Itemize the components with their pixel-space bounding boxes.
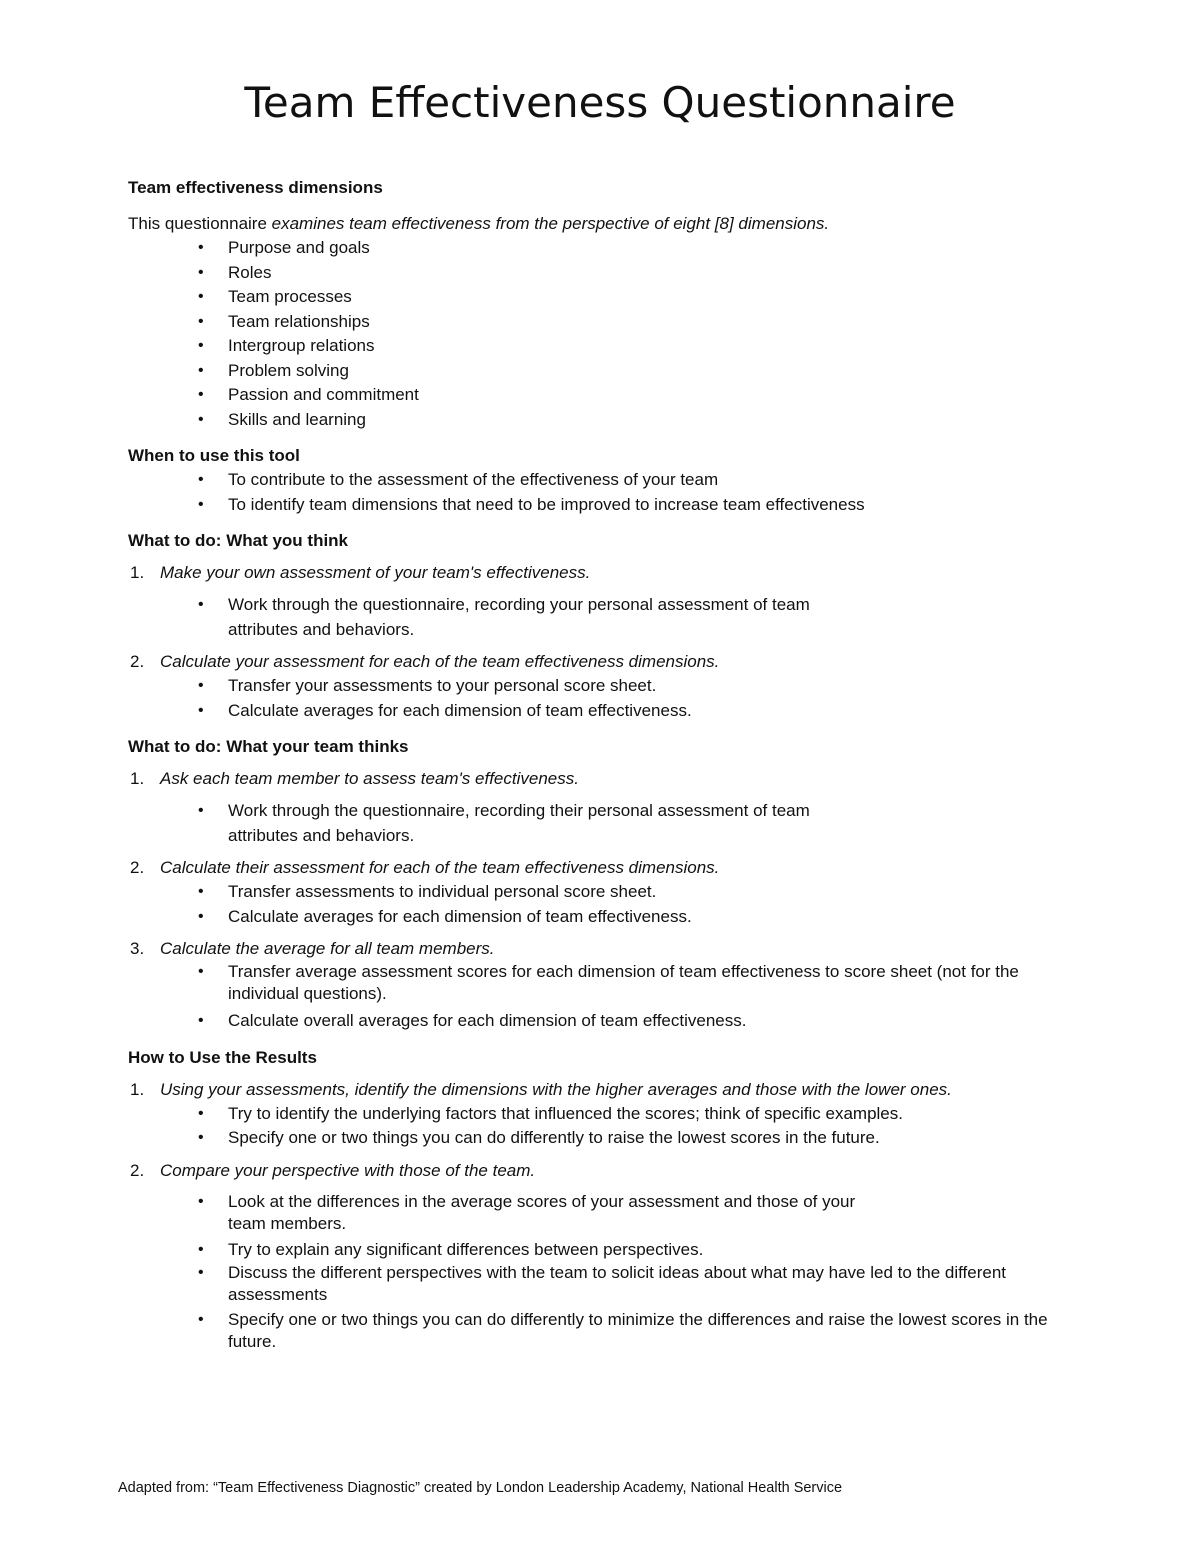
section-heading-when-to-use: When to use this tool [128, 446, 300, 465]
list-item: • Intergroup relations [128, 334, 1068, 359]
list-item: • Try to identify the underlying factors that influenced the scores; think of specific examples. [128, 1102, 1068, 1127]
section-heading-what-you-think: What to do: What you think [128, 531, 349, 550]
list-item: • Look at the differences in the average scores of your assessment and those of your team members. [128, 1191, 1068, 1235]
list-item: • Transfer average assessment scores for each dimension of team effectiveness to score sheet (not for the individual questions). [128, 961, 1068, 1005]
list-item: • Calculate averages for each dimension of team effectiveness. [128, 905, 1068, 930]
step-text: Calculate the average for all team members. [160, 939, 495, 958]
list-item: • Specify one or two things you can do differently to minimize the differences and raise the lowest scores in the future. [128, 1309, 1068, 1353]
what-you-think-steps [128, 561, 1068, 723]
list-item: • Work through the questionnaire, recording your personal assessment of team attributes and behaviors. [128, 593, 1068, 642]
list-item: • To contribute to the assessment of the effectiveness of your team [128, 468, 1068, 493]
step-text: Using your assessments, identify the dimensions with the higher averages and those with the lower ones. [160, 1079, 952, 1099]
step-text: Compare your perspective with those of the team. [160, 1160, 536, 1180]
step-number: 1. [130, 1079, 145, 1099]
list-item: • Transfer your assessments to your personal score sheet. [128, 674, 1068, 699]
intro-plain-text: This questionnaire [128, 214, 272, 233]
step-text: Calculate their assessment for each of the team effectiveness dimensions. [160, 858, 720, 877]
intro-italic-text: examines team effectiveness from the perspective of eight [8] dimensions. [271, 214, 830, 233]
step-text: Calculate your assessment for each of the team effectiveness dimensions. [160, 652, 720, 671]
list-item: • Passion and commitment [128, 383, 1068, 408]
step-number: 2. [130, 652, 145, 671]
when-to-use-list [128, 468, 1068, 517]
intro-paragraph [128, 212, 1068, 236]
document-body [128, 176, 1068, 1353]
step-item [128, 937, 1068, 1034]
list-item: • Calculate overall averages for each dimension of team effectiveness. [128, 1009, 1068, 1034]
step-item [128, 1078, 1068, 1159]
list-item: • Skills and learning [128, 408, 1068, 433]
what-team-thinks-steps [128, 767, 1068, 1034]
step-item [128, 1159, 1068, 1354]
list-item: • Problem solving [128, 359, 1068, 384]
list-item: • To identify team dimensions that need to be improved to increase team effectiveness [128, 493, 1068, 518]
step-item [128, 767, 1068, 856]
step-number: 1. [130, 563, 145, 582]
list-item: • Calculate averages for each dimension of team effectiveness. [128, 699, 1068, 724]
step-item [128, 856, 1068, 937]
list-item: • Team processes [128, 285, 1068, 310]
step-number: 2. [130, 1160, 145, 1180]
step-item [128, 650, 1068, 723]
list-item: • Roles [128, 261, 1068, 286]
list-item: • Purpose and goals [128, 236, 1068, 261]
list-item: • Discuss the different perspectives with the team to solicit ideas about what may have led to the different assessments [128, 1262, 1068, 1306]
footer-attribution: Adapted from: “Team Effectiveness Diagnostic” created by London Leadership Academy, National Health Service [118, 1480, 843, 1496]
dimensions-list [128, 236, 1068, 432]
step-item [128, 561, 1068, 650]
use-results-steps [128, 1078, 1068, 1354]
list-item: • Try to explain any significant differences between perspectives. [128, 1238, 1068, 1263]
list-item: • Specify one or two things you can do differently to raise the lowest scores in the future. [128, 1126, 1068, 1151]
step-text: Make your own assessment of your team's effectiveness. [160, 563, 591, 582]
step-text: Ask each team member to assess team's effectiveness. [160, 769, 579, 788]
section-heading-dimensions: Team effectiveness dimensions [128, 178, 383, 197]
step-number: 2. [130, 858, 145, 877]
step-number: 3. [130, 939, 145, 958]
page-title: Team Effectiveness Questionnaire [244, 78, 956, 127]
list-item: • Transfer assessments to individual personal score sheet. [128, 880, 1068, 905]
step-number: 1. [130, 769, 145, 788]
section-heading-use-results: How to Use the Results [128, 1047, 317, 1067]
list-item: • Team relationships [128, 310, 1068, 335]
list-item: • Work through the questionnaire, recording their personal assessment of team attributes and behaviors. [128, 799, 1068, 848]
section-heading-what-team-thinks: What to do: What your team thinks [128, 737, 409, 756]
